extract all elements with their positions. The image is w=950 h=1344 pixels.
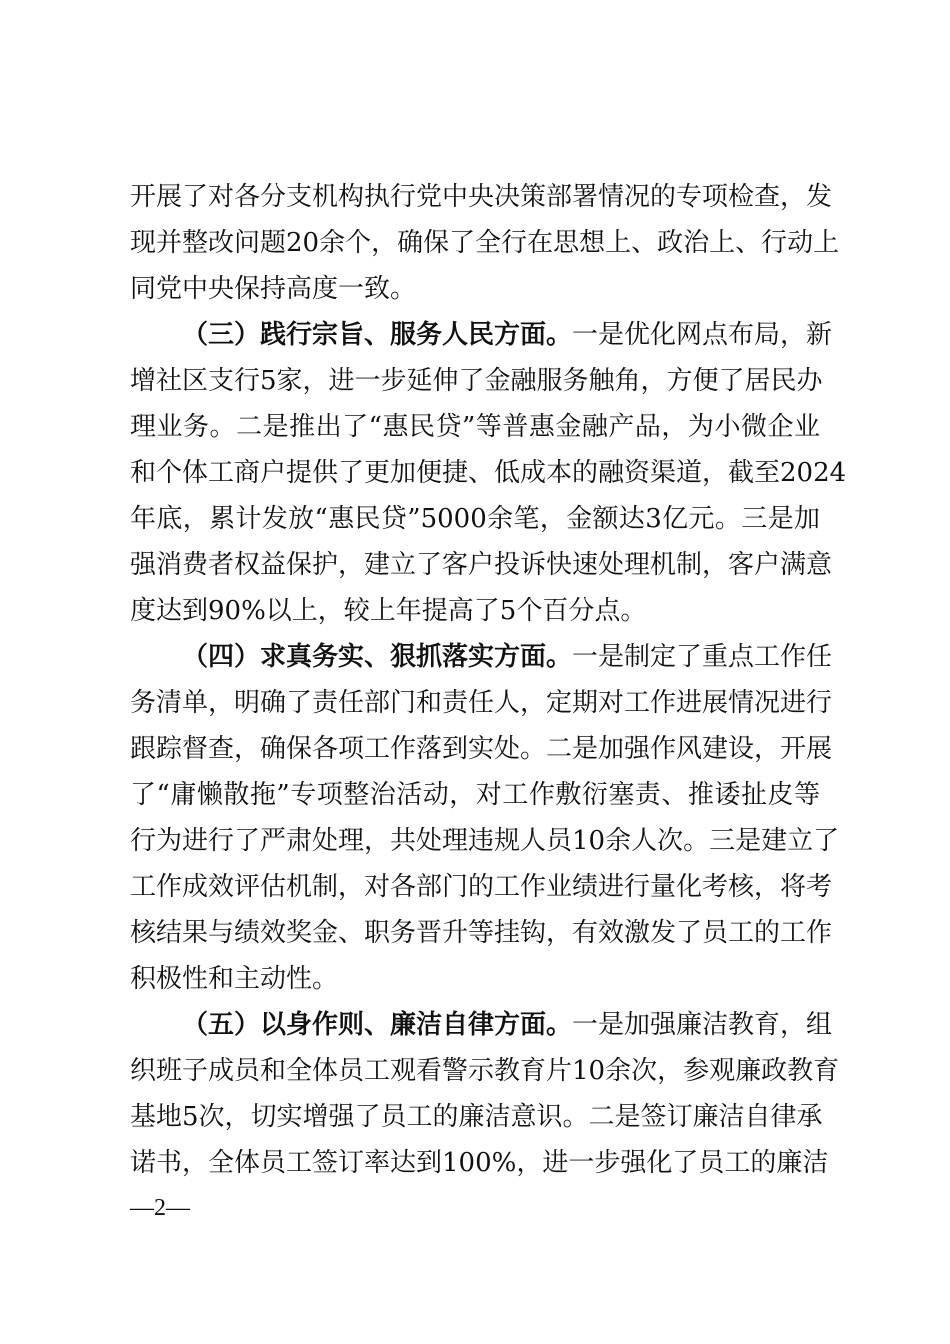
body-text-line: 年底，累计发放“惠民贷”5000余笔，金额达3亿元。三是加 bbox=[130, 504, 820, 534]
body-text-line: 增社区支行5家，进一步延伸了金融服务触角，方便了居民办 bbox=[130, 366, 823, 396]
section-three-first-line: （三）践行宗旨、服务人民方面。一是优化网点布局，新 bbox=[182, 320, 833, 350]
section-five-first-line: （五）以身作则、廉洁自律方面。一是加强廉洁教育，组 bbox=[182, 1010, 833, 1040]
body-text-line: 现并整改问题20余个，确保了全行在思想上、政治上、行动上 bbox=[130, 228, 840, 258]
body-text-line: 和个体工商户提供了更加便捷、低成本的融资渠道，截至2024 bbox=[130, 458, 847, 488]
page-number: —2— bbox=[130, 1195, 190, 1221]
body-text-line: 理业务。二是推出了“惠民贷”等普惠金融产品，为小微企业 bbox=[130, 412, 820, 442]
body-text-line: 度达到90%以上，较上年提高了5个百分点。 bbox=[130, 596, 647, 626]
body-text-line: 核结果与绩效奖金、职务晋升等挂钩，有效激发了员工的工作 bbox=[130, 918, 833, 948]
body-text-line: 积极性和主动性。 bbox=[130, 964, 339, 994]
body-text-line: 跟踪督查，确保各项工作落到实处。二是加强作风建设，开展 bbox=[130, 734, 833, 764]
section-heading: （五）以身作则、廉洁自律方面。 bbox=[182, 1010, 573, 1040]
section-heading: （三）践行宗旨、服务人民方面。 bbox=[182, 320, 573, 350]
body-text-line: 强消费者权益保护，建立了客户投诉快速处理机制，客户满意 bbox=[130, 550, 833, 580]
body-text-line: 务清单，明确了责任部门和责任人，定期对工作进展情况进行 bbox=[130, 688, 833, 718]
body-text-line: 同党中央保持高度一致。 bbox=[130, 274, 417, 304]
body-text-line: 工作成效评估机制，对各部门的工作业绩进行量化考核，将考 bbox=[130, 872, 833, 902]
body-text-line: 诺书，全体员工签订率达到100%，进一步强化了员工的廉洁 bbox=[130, 1148, 829, 1178]
body-text-line: 行为进行了严肃处理，共处理违规人员10余人次。三是建立了 bbox=[130, 826, 840, 856]
body-text-line: 织班子成员和全体员工观看警示教育片10余次，参观廉政教育 bbox=[130, 1056, 840, 1086]
section-four-first-line: （四）求真务实、狠抓落实方面。一是制定了重点工作任 bbox=[182, 642, 833, 672]
body-text-line: 开展了对各分支机构执行党中央决策部署情况的专项检查，发 bbox=[130, 182, 833, 212]
section-heading: （四）求真务实、狠抓落实方面。 bbox=[182, 642, 573, 672]
body-text-line: 了“庸懒散拖”专项整治活动，对工作敷衍塞责、推诿扯皮等 bbox=[130, 780, 820, 810]
body-text-line: 基地5次，切实增强了员工的廉洁意识。二是签订廉洁自律承 bbox=[130, 1102, 823, 1132]
